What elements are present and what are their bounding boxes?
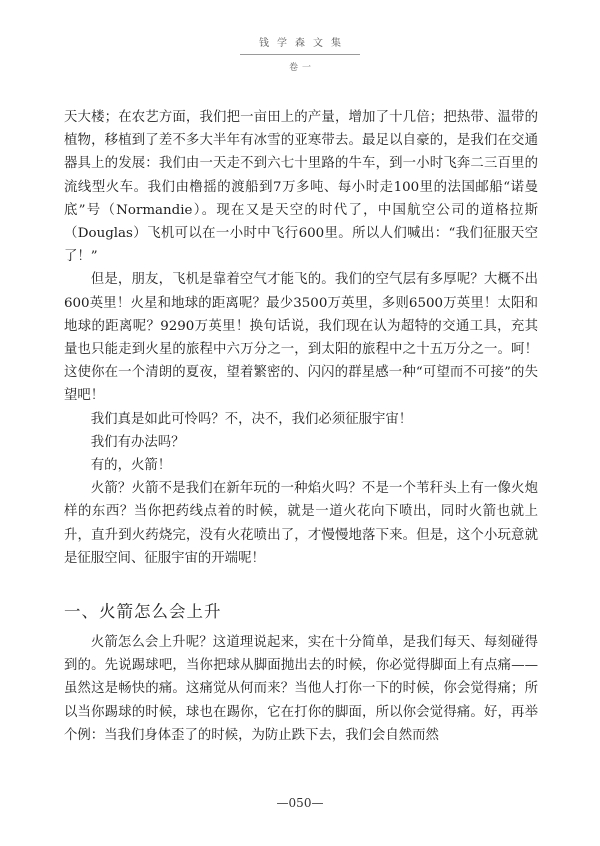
paragraph-conquer-universe: 我们真是如此可怜吗？不，决不，我们必须征服宇宙！ — [90, 411, 413, 427]
paragraph-rocket-rise: 火箭怎么会上升呢？这道理说起来，实在十分简单，是我们每天、每刻碰得到的。先说踢球吧，当你把球从脚面抛出去的时候，你必觉得脚面上有点痛——虽然这是畅快的痛。这痛觉从何而来？当他人打你一下的时候，你会觉得痛；所以当你踢球的时候，球也在踢你，它在打你的脚面，所以你会觉得痛。好，再举个例：当我们身体歪了的时候，为防止跌下去，我们会自然而然 — [64, 635, 538, 743]
paragraph-firework: 火箭？火箭不是我们在新年玩的一种焰火吗？不是一个苇秆头上有一像火炮样的东西？当你把药线点着的时候，就是一道火花向下喷出，同时火箭也就上升，直升到火药烧完，没有火花喷出了，才慢慢地落下来。但是，这个小玩意就是征服空间、征服宇宙的开端呢！ — [64, 481, 538, 566]
section-heading: 一、火箭怎么会上升 — [64, 602, 222, 621]
body-text — [64, 106, 538, 570]
running-header — [0, 34, 600, 73]
paragraph-continued: 天大楼；在农艺方面，我们把一亩田上的产量，增加了十几倍；把热带、温带的植物，移植到了差不多大半年有冰雪的亚寒带去。最足以自豪的，是我们在交通器具上的发展：我们由一天走不到六七十里路的牛车，到一小时飞奔二三百里的流线型火车。我们由橹摇的渡船到7万多吨、每小时走100里的法国邮船“诺曼底”号（Normandie）。现在又是天空的时代了，中国航空公司的道格拉斯（Douglas）飞机可以在一小时中飞行600里。所以人们喊出：“我们征服天空了！” — [64, 110, 538, 265]
book-title: 钱学森文集 — [259, 38, 349, 49]
page-number: —050— — [276, 796, 324, 810]
section-body-text — [64, 631, 538, 747]
header-rule — [240, 54, 360, 55]
paragraph-air-layer: 但是，朋友，飞机是靠着空气才能飞的。我们的空气层有多厚呢？大概不出600英里！火星和地球的距离呢？最少3500万英里，多则6500万英里！太阳和地球的距离呢？9290万英里！换句话说，我们现在认为超特的交通工具，充其量也只能走到火星的旅程中六万分之一，到太阳的旅程中之十五万分之一。呵！这使你在一个清朗的夏夜，望着繁密的、闪闪的群星感一种“可望而不可接”的失望吧！ — [64, 272, 538, 404]
volume-label: 卷一 — [288, 63, 315, 73]
paragraph-question: 我们有办法吗？ — [90, 434, 185, 450]
paragraph-answer: 有的，火箭！ — [90, 458, 172, 474]
